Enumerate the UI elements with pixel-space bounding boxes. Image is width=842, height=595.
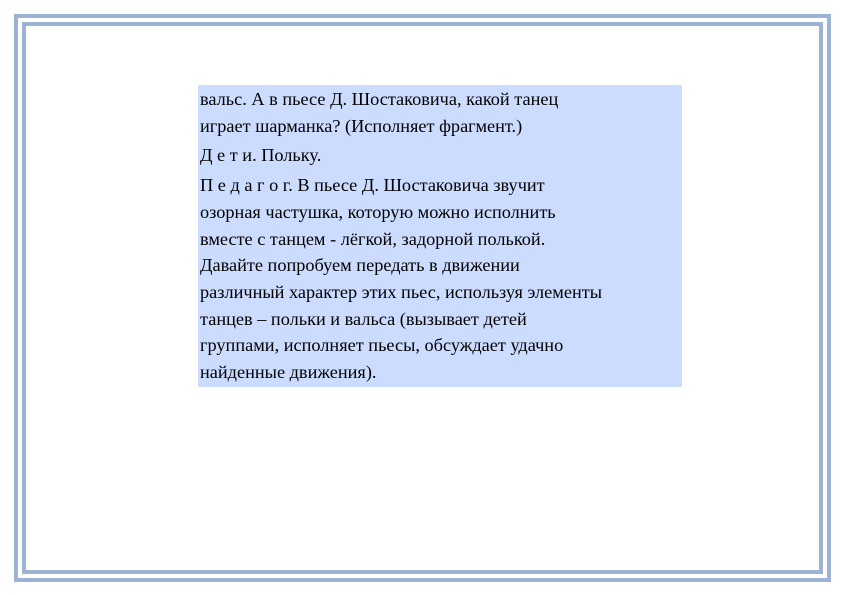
text-line: Д е т и. Польку. [200,145,322,166]
paragraph-1 [200,86,680,139]
text-line: играет шарманка? (Исполняет фрагмент.) [200,115,523,136]
paragraph-3 [200,172,680,386]
text-line: различный характер этих пьес, используя элементы [200,281,603,302]
text-line: П е д а г о г. В пьесе Д. Шостаковича звучит [200,175,545,196]
paragraph-2 [200,142,680,169]
text-line: Давайте попробуем передать в движении [200,255,520,276]
highlighted-text-block [198,85,682,387]
text-line: вместе с танцем - лёгкой, задорной полькой. [200,228,546,249]
text-line: найденные движения). [200,362,377,383]
text-line: танцев – польки и вальса (вызывает детей [200,308,527,329]
text-line: озорная частушка, которую можно исполнить [200,201,556,222]
text-line: вальс. А в пьесе Д. Шостаковича, какой танец [200,89,559,109]
text-line: группами, исполняет пьесы, обсуждает удачно [200,335,564,356]
